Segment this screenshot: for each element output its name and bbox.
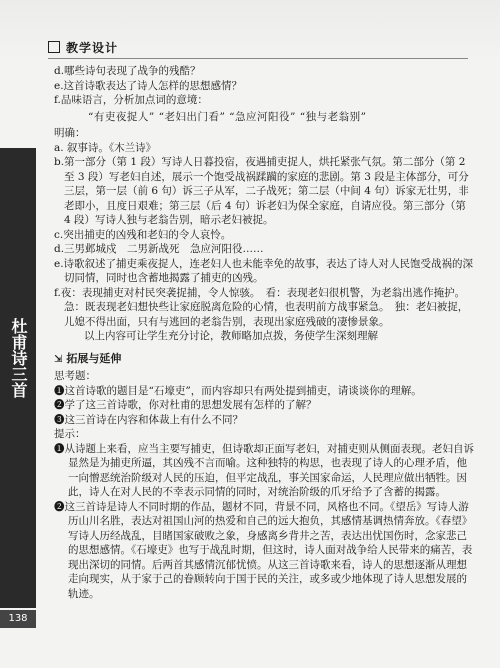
section-title: 拓展与延伸 — [66, 351, 122, 365]
main-content — [54, 64, 474, 601]
question-f: f.品味语言，分析加点词的意境： — [54, 94, 208, 106]
think-question-1: ❶这首诗歌的题目是“石壕吏”，而内容却只有两处提到捕吏，请谈谈你的理解。 — [54, 384, 422, 397]
phrase-list: “有吏夜捉人” “老妇出门看” “急应河阳役” “独与老翁别” — [88, 110, 367, 123]
think-question-2: ❷学了这三首诗歌，你对杜甫的思想发展有怎样的了解？ — [54, 399, 317, 411]
hint-1: ❶从诗题上来看，应当主要写捕吏，但诗歌却正面写老妇，对捕吏则从侧面表现。老妇自诉显然是为捕吏所逼，其凶残不言而喻。这种独特的构思，也表现了诗人的心理矛盾，他一向憎恶统治阶级对人民的压迫，但平定战乱，事关国家命运，人民理应做出牺牲。因此，诗人在对人民的不幸表示同情的同时，对统治阶级的爪牙给予了含蓄的揭露。 — [54, 442, 474, 498]
arrow-icon: ⇲ — [54, 353, 63, 365]
think-label: 思考题： — [54, 370, 96, 382]
think-question-3: ❸这三首诗在内容和体裁上有什么不同？ — [54, 413, 243, 426]
answer-c: c.突出捕吏的凶残和老妇的令人哀怜。 — [54, 228, 232, 241]
answer-d: d.三男邺城戍 二男新战死 急应河阳役…… — [54, 243, 264, 255]
answer-f: f.夜：表现捕吏对村民突袭捉捕，令人惊骇。 看：表现老妇很机警，为老翁出逃作掩护。急：既表现老妇想快些让家庭脱离危险的心情，也表明前方战事紧急。 独：老妇被捉，儿媳不得出面，只有与逃回的老翁告别，表现出家庭残破的凄惨景象。 — [54, 286, 469, 328]
clarify-label: 明确： — [54, 127, 86, 139]
checkbox-icon — [48, 41, 60, 53]
side-tab — [0, 148, 36, 624]
hint-2: ❷这三首诗是诗人不同时期的作品，题材不同，背景不同，风格也不同。《望岳》写诗人游历山川名胜，表达对祖国山河的热爱和自己的远大抱负，其感情基调热情奔放。《春望》写诗人历经战乱，目睹国家破败之象，身感离乡背井之苦，表达出忧国伤时，念家悲己的思想感情。《石壕吏》也写于战乱时期，但这时，诗人面对战争给人民带来的痛苦，表现出深切的同情。后两首其感情沉郁忧愤。从这三首诗歌来看，诗人的思想逐渐从理想走向现实，从于家于己的眷顾转向于国于民的关注，或多或少地体现了诗人思想发展的轨迹。 — [54, 500, 473, 600]
hint-label: 提示： — [54, 428, 86, 440]
discussion-note: 以上内容可让学生充分讨论，教师略加点拨，务使学生深刻理解 — [84, 330, 378, 342]
answer-a: a. 叙事诗。《木兰诗》 — [54, 141, 157, 154]
header-title: 教学设计 — [66, 40, 119, 55]
question-d: d.哪些诗句表现了战争的残酷？ — [54, 65, 201, 77]
page-number: 138 — [0, 610, 36, 628]
section-heading — [54, 352, 474, 368]
answer-e: e.诗歌叙述了捕吏乘夜捉人，连老妇人也未能幸免的故事，表达了诗人对人民饱受战祸的深切同情，同时也含蓄地揭露了捕吏的凶残。 — [54, 257, 474, 284]
header-bar — [48, 36, 468, 59]
answer-b: b.第一部分（第 1 段）写诗人日暮投宿，夜遇捕吏捉人，烘托紧张气氛。第二部分（第 2 至 3 段）写老妇自述，展示一个饱受战祸蹂躏的家庭的悲剧。第 3 段是主体部分，可分三层，第一层（前 6 句）诉三子从军，二子战死；第二层（中间 4 句）诉家无壮男，非老即小，且度日艰难；第三层（后 4 句）诉老妇为保全家庭，自请应役。第三部分（第 4 段）写诗人独与老翁告别，暗示老妇被捉。 — [54, 156, 469, 226]
question-e: e.这首诗歌表达了诗人怎样的思想感情？ — [54, 79, 243, 92]
side-tab-title: 杜甫诗三首 — [9, 318, 28, 398]
